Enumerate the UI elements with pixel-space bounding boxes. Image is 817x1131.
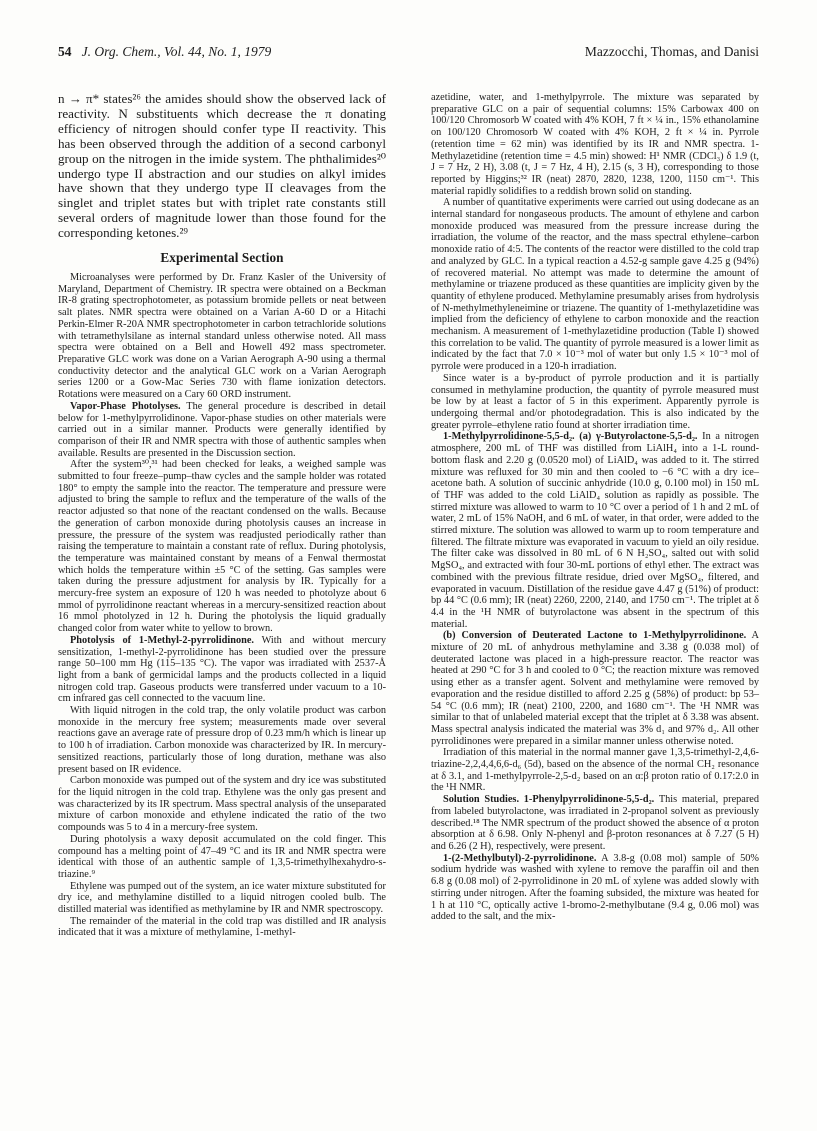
paragraph: During photolysis a waxy deposit accumulated on the cold finger. This compound has a melting point of 47–49 °C and its IR and NMR spectra were identical with those of an authentic sample of 1,3,5-trimethylhexahydro-s-triazine.⁹ [58, 833, 386, 880]
left-column [58, 92, 386, 939]
page-number: 54 [58, 44, 72, 59]
intro-paragraph: n → π* states²⁶ the amides should show the observed lack of reactivity. N substituents which decrease the π donating efficiency of nitrogen should confer type II reactivity. This has been observed through the addition of a second carbonyl group on the nitrogen in the imide system. The phthalimides²⁰ undergo type II abstraction and our studies on alkyl imides have shown that they undergo type II cleavages from the singlet and triplet states but with triplet rate constants still several orders of magnitude lower than those found for the corresponding ketones.²⁹ [58, 91, 386, 241]
paragraph-text: This material, prepared from labeled butyrolactone, was irradiated in 2-propanol solvent as previously described.¹⁸ The NMR spectrum of the product showed the absence of α proton absorption at δ 6.98. Only N-phenyl and β-proton resonances at δ 7.27 (5 H) and 6.26 (2 H), respectively, were present. [431, 794, 759, 852]
paragraph: azetidine, water, and 1-methylpyrrole. The mixture was separated by preparative GLC on a pair of sequential columns: 15% Carbowax 400 on 100/120 Chromosorb W coated with 4% KOH, 7 ft × ¼ in., 15% ethanolamine on 100/120 Chromosorb W coated with 4% KOH, 2 ft × ¼ in. Pyrrole (retention time = 62 min) was identified by its IR and NMR spectra. 1-Methylazetidine (retention time = 4.5 min) showed: H¹ NMR (CDCl₃) δ 1.9 (t, J = 7 Hz, 2 H), 3.08 (t, J = 7 Hz, 4 H), 2.15 (s, 3 H), corresponding to those reported by Higgins;³² IR (neat) 2870, 2820, 1238, 1200, 1150 cm⁻¹. This material rapidly solidifies to a reddish brown solid on standing. [431, 92, 759, 197]
run-in-heading: Photolysis of 1-Methyl-2-pyrrolidinone. [70, 634, 254, 646]
header-authors: Mazzocchi, Thomas, and Danisi [584, 44, 759, 59]
paragraph [58, 635, 386, 705]
run-in-heading: Vapor-Phase Photolyses. [70, 400, 181, 412]
paragraph: The remainder of the material in the cold trap was distilled and IR analysis indicated that it was a mixture of methylamine, 1-methyl- [58, 915, 386, 939]
paragraph: A number of quantitative experiments were carried out using dodecane as an internal standard for nongaseous products. The amount of ethylene and carbon monoxide produced was measured from the pressure increase during the irradiation, the volume of the reactor, and the mass spectral ethylene–carbon monoxide ratio of 4:5. The contents of the reactor were distilled to the cold trap and analyzed by GLC. In a typical reaction a 4.52-g sample gave 4.25 g (94%) of recovered material. No attempt was made to determine the amount of methylamine or triazene produced as these quantities are implicity given by the quantity of ethylene produced. Methylamine presumably arises from hydrolysis of N-methylmethyleneimine or triazene. The quantity of 1-methylazetidine was implied from the deficiency of ethylene to carbon monoxide and the reaction mechanism. A measurement of 1-methylazetidine production (Table I) showed this correlation to be valid. The quantity of pyrrole measured is a lower limit as indicated by the fact that 7.0 × 10⁻³ mol of water but only 1.5 × 10⁻³ mol of pyrrole were produced in a 120-h irradiation. [431, 197, 759, 373]
paragraph-text: A mixture of 20 mL of anhydrous methylamine and 3.38 g (0.038 mol) of deuterated lactone was placed in a high-pressure reactor. The reactor was heated at 290 °C for 3 h and cooled to 0 °C; the reaction mixture was removed using ether as a transfer agent. Solvent and methylamine were removed by evaporation and the residue distilled to afford 2.25 g (58%) of product: bp 53–54 °C (0.6 mm); IR (neat) 2100, 2200, and 1680 cm⁻¹. The ¹H NMR was similar to that of unlabeled material except that the triplet at δ 3.38 was absent. Mass spectral analysis indicated the material was 3% d₁ and 97% d₂. All other pyrrolidinones were prepared in a similar manner unless otherwise noted. [431, 630, 759, 747]
paragraph [431, 630, 759, 747]
right-column [431, 92, 759, 923]
paragraph: Since water is a by-product of pyrrole production and it is partially consumed in methylamine production, the quantity of pyrrole measured must be low by at least a factor of 5 in this experiment. Apparently pyrrole is undergoing thermal and/or photodegradation. This is also indicated by the greater pyrrole–ethylene ratio found at shorter irradiation time. [431, 372, 759, 431]
paragraph: With liquid nitrogen in the cold trap, the only volatile product was carbon monoxide in the mercury free system; measurements made over several reactions gave an average rate of pressure drop of 0.23 mm/h which is linear up to 100 h of irradiation. Carbon monoxide was characterized by IR. In mercury-sensitized reactions, particularly those of long duration, methane was also present based on IR evidence. [58, 705, 386, 775]
paragraph: Irradiation of this material in the normal manner gave 1,3,5-trimethyl-2,4,6-triazine-2,2,4,4,6,6-d₆ (5d), based on the absence of the normal CH₂ resonance at δ 3.1, and 1-methylpyrrole-2,5-d₂ based on an α:β proton ratio of 0.17:2.0 in the ¹H NMR. [431, 747, 759, 794]
paragraph-text: A 3.8-g (0.08 mol) sample of 50% sodium hydride was washed with xylene to remove the paraffin oil and then 6.8 g (0.08 mol) of 2-pyrrolidinone in 20 mL of xylene was added slowly with stirring under nitrogen. After the foaming subsided, the mixture was heated for 1 h at 110 °C, optically active 1-bromo-2-methylbutane (9.4 g, 0.06 mol) was added to the salt, and the mix- [431, 852, 759, 923]
paragraph [431, 794, 759, 853]
journal-citation: J. Org. Chem., Vol. 44, No. 1, 1979 [81, 44, 272, 59]
paragraph: Carbon monoxide was pumped out of the system and dry ice was substituted for the liquid nitrogen in the cold trap. Ethylene was the only gas present and was characterized by its IR spectrum. Mass spectral analysis of the unseparated mixture of carbon monoxide and ethylene indicated the ratio of the two compounds was 5 to 4 in a mercury-free system. [58, 775, 386, 834]
run-in-heading: 1-Methylpyrrolidinone-5,5-d₂. (a) γ-Butyrolactone-5,5-d₂. [443, 431, 698, 443]
paragraph [431, 853, 759, 923]
paragraph-text: With and without mercury sensitization, 1-methyl-2-pyrrolidinone has been studied over the pressure range 50–100 mm Hg (115–135 °C). The vapor was irradiated with 2537-Å light from a bank of germicidal lamps and the products collected in a liquid nitrogen cold trap. Gaseous products were transferred under vacuum to a 10-cm infrared gas cell connected to the vacuum line. [58, 634, 386, 705]
run-in-heading: Solution Studies. 1-Phenylpyrrolidinone-5,5-d₂. [443, 794, 655, 806]
header-left [58, 44, 271, 60]
run-in-heading: 1-(2-Methylbutyl)-2-pyrrolidinone. [443, 852, 597, 864]
section-title: Experimental Section [160, 250, 284, 266]
running-header [58, 44, 759, 68]
run-in-heading: (b) Conversion of Deuterated Lactone to 1-Methylpyrrolidinone. [443, 630, 747, 642]
paragraph: After the system³⁰,³¹ had been checked for leaks, a weighed sample was submitted to four freeze–pump–thaw cycles and the sample holder was rotated 180° to empty the sample into the reactor. The temperature and pressure were adjusted to bring the sample to reflux and the temperature of the walls of the reactor adjusted so that none of the reactant condensed on the walls. Because the generation of carbon monoxide during photolysis causes an increase in pressure, the pressure of the system was readjusted periodically rather than raising the temperature to maintain a constant rate of reflux. During photolysis, the temperature was maintained constant by means of a Fenwal thermostat which holds the temperature within ±5 °C of the setting. Gas samples were taken during the pressure adjustment for analysis by IR. Typically for a mercury-free system an exposure of 120 h was needed to photolyze about 6 mmol of pyrrolidinone reactant whereas in a mercury-sensitized reaction about 16 mmol photolyzed in 12 h. During the photolysis the liquid gradually changed color from water white to yellow to brown. [58, 459, 386, 635]
paragraph-text: The general procedure is described in detail below for 1-methylpyrrolidinone. Vapor-phase studies on other materials were carried out in a similar manner. Products were generally identified by comparison of their IR and NMR spectra with those of authentic samples when available. Results are presented in the Discussion section. [58, 400, 386, 459]
paragraph: Ethylene was pumped out of the system, an ice water mixture substituted for dry ice, and methylamine distilled to a liquid nitrogen cooled bulb. The distilled material was identified as methylamine by IR and NMR spectroscopy. [58, 880, 386, 916]
paragraph-text: In a nitrogen atmosphere, 200 mL of THF was distilled from LiAlH₄ into a 1-L round-bottom flask and 2.20 g (0.0520 mol) of LiAlD₄ was added to it. The stirred mixture was refluxed for 30 min and then cooled to −6 °C with a dry ice–acetone bath. A solution of succinic anhydride (10.0 g, 0.100 mol) in 150 mL of THF was added to the cold LiAlD₄ solution as rapidly as possible. The stirred mixture was allowed to warm to 10 °C over a period of 1 h and 2 mL of water, 2 mL of 15% NaOH, and 6 mL of water, in that order, were added to the stirred mixture. The solution was allowed to warm up to room temperature and filtered. The filtrate mixture was evaporated in vacuum to yield an oily residue. The filter cake was dissolved in 80 mL of 6 N H₂SO₄, salted out with solid MgSO₄, and extracted with four 30-mL portions of ethyl ether. The extract was combined with the previous filtrate residue, dried over MgSO₄, filtered, and evaporated in vacuum. Distillation of the residue gave 4.47 g (51%) of product: bp 44 °C (0.6 mm); IR (neat) 2260, 2200, 2140, and 1750 cm⁻¹. The triplet at δ 4.4 in the ¹H NMR of butyrolactone was absent in the spectrum of this material. [431, 431, 759, 630]
paragraph [431, 431, 759, 630]
paragraph [58, 401, 386, 460]
paragraph: Microanalyses were performed by Dr. Franz Kasler of the University of Maryland, Department of Chemistry. IR spectra were obtained on a Beckman IR-8 grating spectrophotometer, as potassium bromide pellets or neat between salt plates. NMR spectra were obtained on a Varian A-60 D or a Hitachi Perkin-Elmer R-20A NMR spectrophotometer in carbon tetrachloride solutions with tetramethylsilane as internal standard unless otherwise noted. All mass spectra were obtained on a Bell and Howell 492 mass spectrometer. Preparative GLC work was done on a Varian Aerograph A-90 using a thermal conductivity detector and the analytical GLC work on a Varian Aerograph series 1200 or a Gow-Mac Series 730 with flame ionization detectors. Rotations were measured on a Cary 60 ORD instrument. [58, 272, 386, 401]
